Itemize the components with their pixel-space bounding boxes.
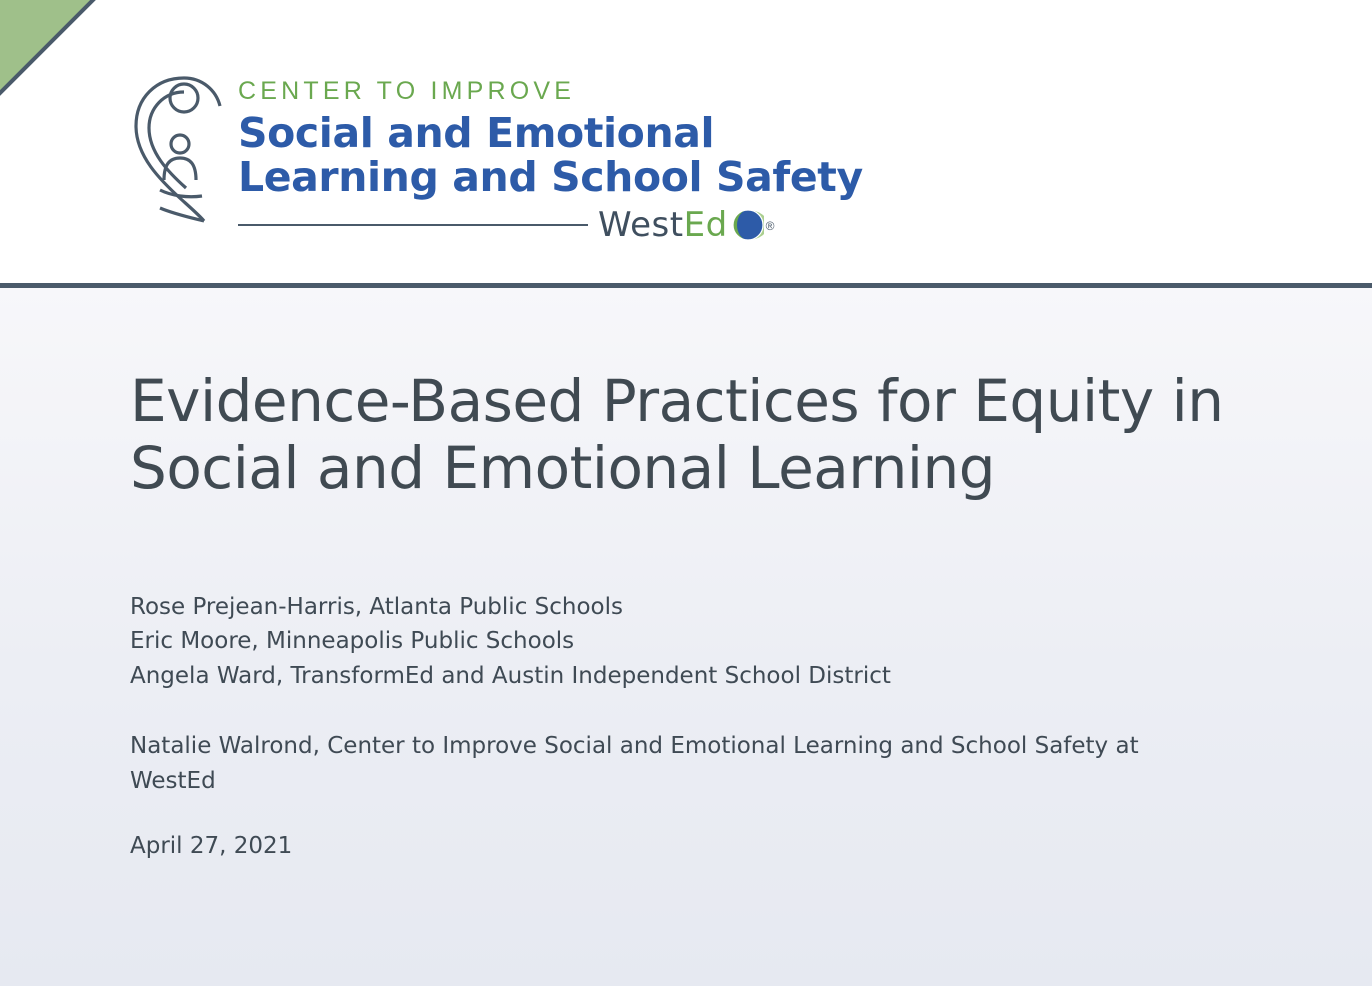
presenter-item: Eric Moore, Minneapolis Public Schools: [130, 628, 575, 655]
presentation-date: April 27, 2021: [130, 833, 293, 859]
wested-wordmark: [598, 205, 728, 245]
wested-west-text: West: [598, 205, 684, 246]
presenter-item: Angela Ward, TransformEd and Austin Independent School District: [130, 662, 891, 689]
wested-lockup: [598, 205, 775, 245]
presenter-list: [130, 590, 1280, 693]
wested-ed-text: Ed: [683, 205, 728, 246]
logo-line-1: Social and Emotional: [238, 108, 715, 157]
logo-eyebrow: CENTER TO IMPROVE: [238, 77, 576, 105]
slide-body: [0, 288, 1372, 986]
corner-wedge-decoration: [0, 0, 92, 92]
logo-text-block: [238, 68, 863, 245]
heart-with-person-icon: [130, 68, 226, 228]
slide-header: [0, 0, 1372, 288]
presenter-item: Rose Prejean-Harris, Atlanta Public Schools: [130, 594, 623, 620]
logo-line-2: Learning and School Safety: [238, 152, 863, 201]
logo-rule-row: [238, 205, 863, 245]
globe-icon: [732, 209, 764, 241]
logo-divider: [238, 224, 588, 226]
host-affiliation: Natalie Walrond, Center to Improve Social and Emotional Learning and School Safety at WestEd: [130, 733, 1139, 794]
registered-mark: ®: [765, 219, 775, 234]
page-title: Evidence-Based Practices for Equity in Social and Emotional Learning: [130, 367, 1224, 503]
organization-logo: [130, 68, 863, 245]
